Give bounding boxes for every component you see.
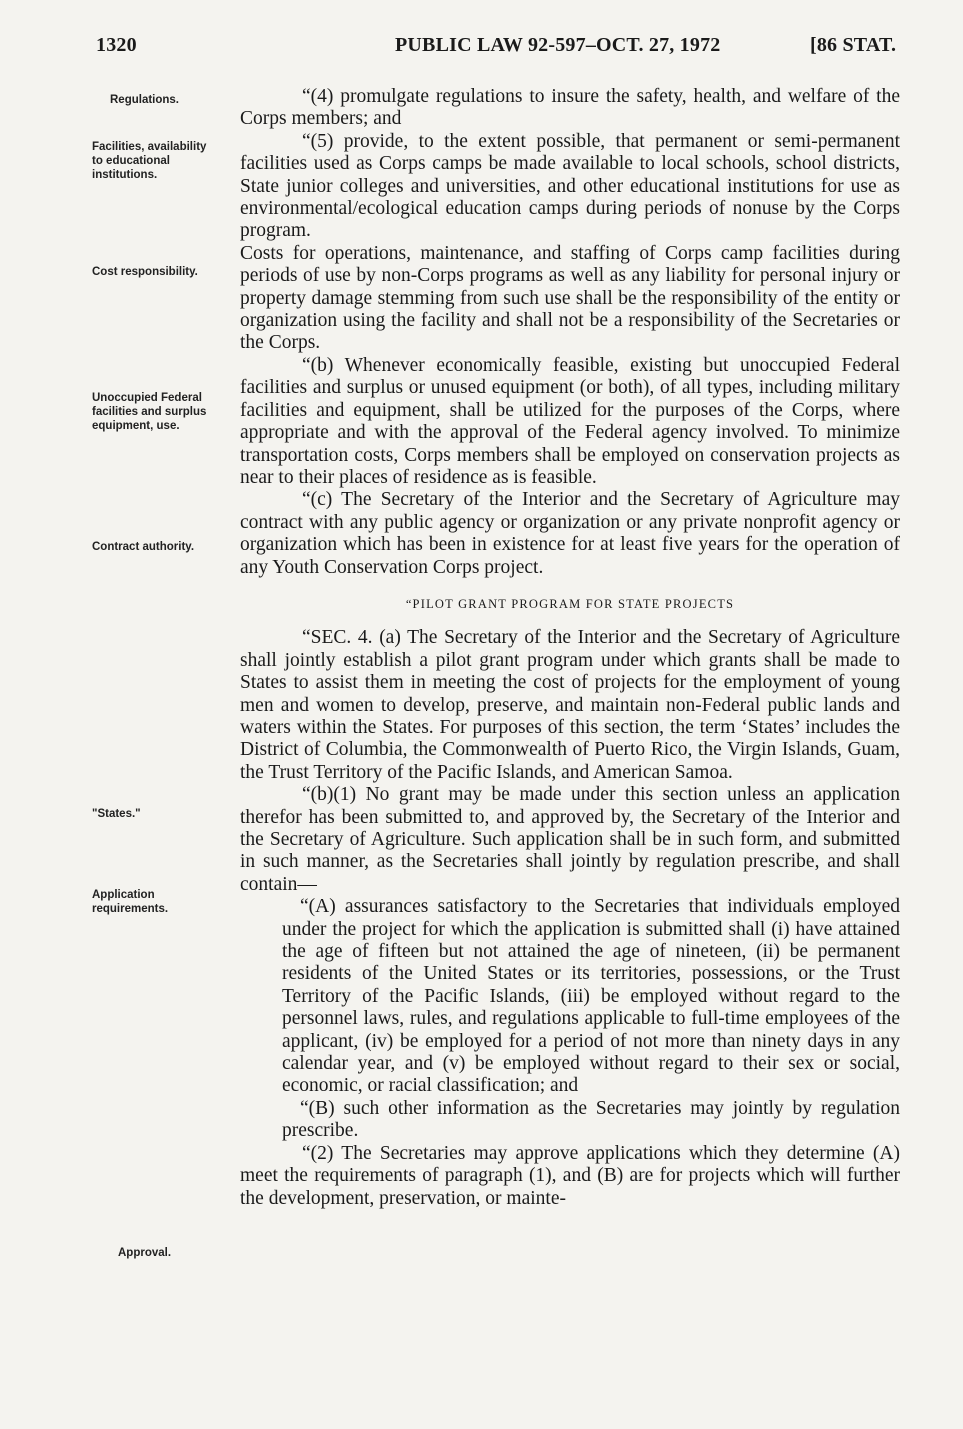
- margin-note-application: Application requirements.: [92, 889, 169, 915]
- paragraph-c: “(c) The Secretary of the Interior and the Secretary of Agriculture may contract with any public agency or organization or any private nonprofit agency or organization which has been in existence for at least five years for the operation of any Youth Conservation Corps project.: [240, 489, 900, 578]
- paragraph-4: “(4) promulgate regulations to insure the safety, health, and welfare of the Corps members; and: [240, 86, 900, 130]
- section-heading: “PILOT GRANT PROGRAM FOR STATE PROJECTS: [405, 596, 735, 611]
- running-title: PUBLIC LAW 92-597–OCT. 27, 1972: [395, 34, 721, 56]
- subparagraph-A: “(A) assurances satisfactory to the Secretaries that individuals employed under the project for which the application is submitted shall (i) have attained the age of fifteen but not attained the age of nineteen, (ii) be permanent residents of the United States or its territories, possessions, or the Trust Territory of the Pacific Islands, (iii) be employed without regard to the personnel laws, rules, and regulations applicable to full-time employees of the applicant, (iv) be employed for a period of not more than ninety days in any calendar year, and (v) be employed without regard to their sex or social, economic, or racial classification; and: [282, 896, 900, 1097]
- margin-note-facilities: Facilities, availability to educational institutions.: [92, 141, 207, 181]
- page-number: 1320: [96, 34, 137, 56]
- margin-note-states: "States.": [92, 808, 141, 820]
- section-4a: “SEC. 4. (a) The Secretary of the Interior and the Secretary of Agriculture shall jointly establish a pilot grant program under which grants shall be made to States to assist them in meeting the cost of projects for the employment of young men and women to develop, preserve, and maintain non-Federal public lands and waters within the States. For purposes of this section, the term ‘States’ includes the District of Columbia, the Commonwealth of Puerto Rico, the Virgin Islands, Guam, the Trust Territory of the Pacific Islands, and American Samoa.: [240, 627, 900, 783]
- paragraph-b1: “(b)(1) No grant may be made under this section unless an application therefor has been submitted to, and approved by, the Secretary of the Interior and the Secretary of Agriculture. Such application shall be in such form, and submitted in such manner, as the Secretaries shall jointly by regulation prescribe, and shall contain—: [240, 784, 900, 895]
- paragraph-costs: Costs for operations, maintenance, and staffing of Corps camp facilities during periods of use by non-Corps programs as well as any liability for personal injury or property damage stemming from such use shall be the responsibility of the entity or organization using the facility and shall not be a responsibility of the Secretaries or the Corps.: [240, 242, 900, 354]
- paragraph-5: “(5) provide, to the extent possible, that permanent or semi-permanent facilities used as Corps camps be made available to local schools, school districts, State junior colleges and universities, and other educational institutions for use as environmental/ecological education camps during periods of nonuse by the Corps program.: [240, 130, 900, 242]
- margin-note-regulations: Regulations.: [110, 94, 180, 106]
- subparagraph-B: “(B) such other information as the Secretaries may jointly by regulation prescribe.: [282, 1097, 900, 1142]
- margin-note-cost: Cost responsibility.: [92, 266, 198, 278]
- margin-note-unoccupied: Unoccupied Federal facilities and surplus equipment, use.: [92, 392, 207, 432]
- paragraph-2: “(2) The Secretaries may approve applications which they determine (A) meet the requirements of paragraph (1), and (B) are for projects which will further the development, preservation, or mainte-: [240, 1142, 900, 1209]
- paragraph-b: “(b) Whenever economically feasible, existing but unoccupied Federal facilities and surplus or unused equipment (or both), of all types, including military facilities and equipment, shall be utilized for the purposes of the Corps, where appropriate and with the approval of the Federal agency involved. To minimize transportation costs, Corps members shall be employed on conservation projects as near to their places of residence as is feasible.: [240, 354, 900, 488]
- statute-volume: [86 STAT.: [810, 34, 897, 56]
- margin-note-approval: Approval.: [118, 1247, 172, 1259]
- statute-body: [240, 86, 900, 1210]
- margin-note-contract: Contract authority.: [92, 541, 195, 553]
